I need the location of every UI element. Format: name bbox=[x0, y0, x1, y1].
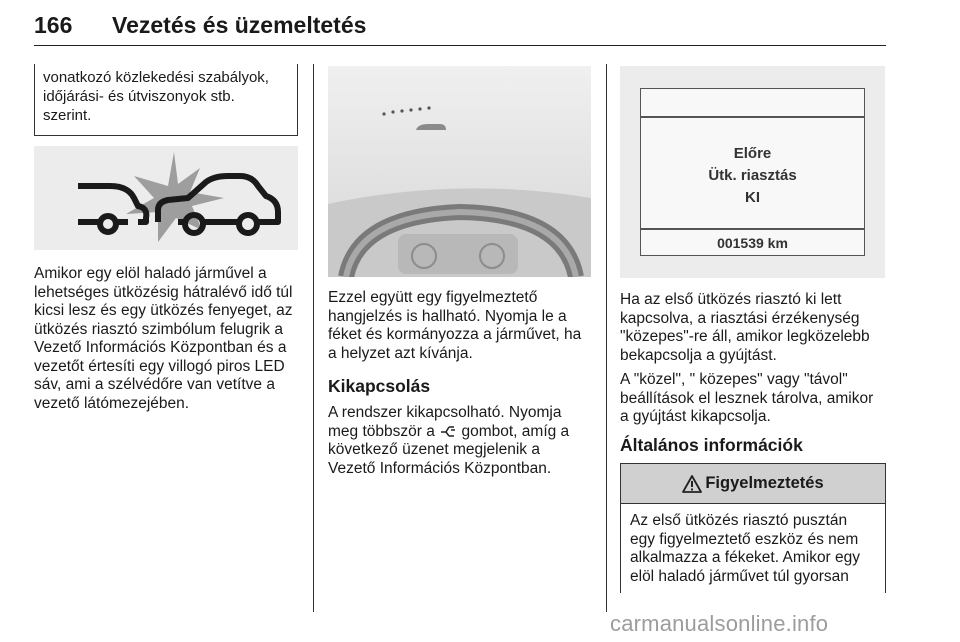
display-top-rule bbox=[641, 116, 864, 118]
text-line: Vezető Információs Központban. bbox=[328, 459, 552, 477]
front-car-wheel-rear bbox=[239, 215, 257, 233]
text-line: sáv, ami a szélvédőre van vetítve a bbox=[34, 376, 275, 393]
text-line: A rendszer kikapcsolható. Nyomja bbox=[328, 404, 562, 421]
text-line: Amikor egy elöl haladó járművel a bbox=[34, 265, 267, 282]
text-line: Ha az első ütközés riasztó ki lett bbox=[620, 291, 842, 308]
page-number: 166 bbox=[34, 12, 73, 38]
text-line: vezető látómezejében. bbox=[34, 394, 190, 412]
text-line: beállítások el lesznek tárolva, amikor bbox=[620, 389, 874, 407]
display-line: Ütk. riasztás bbox=[708, 167, 797, 184]
note-line: vonatkozó közlekedési szabályok, bbox=[43, 69, 269, 86]
text-line: Ezzel együtt egy figyelmeztető bbox=[328, 289, 538, 306]
warning-triangle-icon bbox=[682, 475, 702, 493]
text-line: alkalmazza a fékeket. Amikor egy bbox=[630, 549, 861, 566]
left-body-text bbox=[34, 265, 306, 413]
display-line: Előre bbox=[733, 145, 772, 162]
windshield-led-illustration bbox=[328, 66, 591, 277]
section-heading-general-info: Általános információk bbox=[620, 435, 803, 455]
warning-title: Figyelmeztetés bbox=[705, 474, 824, 492]
note-line: időjárási- és útviszonyok stb. bbox=[43, 88, 235, 105]
warning-body bbox=[621, 504, 885, 586]
display-message bbox=[641, 143, 864, 209]
instrument-cluster bbox=[398, 234, 518, 274]
column-divider-left bbox=[313, 64, 314, 612]
text-line: Az első ütközés riasztó pusztán bbox=[630, 512, 848, 529]
text-line: következő üzenet megjelenik a bbox=[328, 441, 540, 458]
text-line bbox=[328, 423, 598, 442]
driver-info-center-illustration bbox=[620, 66, 885, 278]
column-divider-right bbox=[606, 64, 607, 612]
text-line: egy figyelmeztető eszköz és nem bbox=[630, 530, 859, 548]
text-line: féket és kormányozza a járművet, ha bbox=[328, 326, 582, 343]
text-line: hangjelzés is hallható. Nyomja le a bbox=[328, 307, 567, 325]
text-line: A "közel", " közepes" vagy "távol" bbox=[620, 371, 848, 388]
text-line: lehetséges ütközésig hátralévő idő túl bbox=[34, 283, 293, 301]
rear-car-wheel bbox=[100, 216, 116, 232]
odometer-reading: 001539 km bbox=[717, 235, 788, 251]
right-para2 bbox=[620, 371, 892, 427]
driver-info-display bbox=[640, 88, 865, 256]
text-line: Vezető Információs Központban és a bbox=[34, 339, 287, 356]
text-fragment: meg többször a bbox=[328, 422, 435, 440]
dashboard-steering-illustration bbox=[328, 66, 591, 277]
collision-symbol-illustration bbox=[34, 146, 298, 250]
warning-box bbox=[620, 463, 886, 593]
display-bottom-rule bbox=[641, 228, 864, 230]
steering-wheel-button-icon bbox=[440, 424, 456, 438]
right-para1 bbox=[620, 291, 892, 365]
text-line: a gyújtást kikapcsolja. bbox=[620, 408, 771, 425]
watermark: carmanualsonline.info bbox=[610, 611, 829, 636]
text-fragment: gombot, amíg a bbox=[461, 422, 570, 440]
section-heading-kikapcsolas: Kikapcsolás bbox=[328, 376, 431, 396]
display-line: KI bbox=[745, 189, 760, 206]
note-line: szerint. bbox=[43, 107, 92, 124]
text-line: ütközés riasztó szimbólum felugrik a bbox=[34, 320, 283, 338]
text-line: "közepes"-re áll, amikor legközelebb bbox=[620, 328, 870, 345]
text-line: kicsi lesz és egy ütközés fenyeget, az bbox=[34, 302, 293, 319]
page-header bbox=[34, 6, 886, 46]
collision-warning-icon bbox=[34, 146, 298, 250]
continued-note-box bbox=[34, 64, 298, 136]
text-line: bekapcsolja a gyújtást. bbox=[620, 346, 777, 364]
text-line: a helyzet azt kívánja. bbox=[328, 344, 473, 362]
middle-intro-text bbox=[328, 289, 598, 363]
text-line: kapcsolva, a riasztási érzékenység bbox=[620, 309, 860, 327]
middle-off-text bbox=[328, 404, 598, 478]
text-line: elöl haladó járművet túl gyorsan bbox=[630, 567, 849, 585]
warning-header bbox=[621, 464, 885, 504]
page-title: Vezetés és üzemeltetés bbox=[112, 12, 367, 38]
text-line: vezetőt értesíti egy villogó piros LED bbox=[34, 357, 285, 375]
